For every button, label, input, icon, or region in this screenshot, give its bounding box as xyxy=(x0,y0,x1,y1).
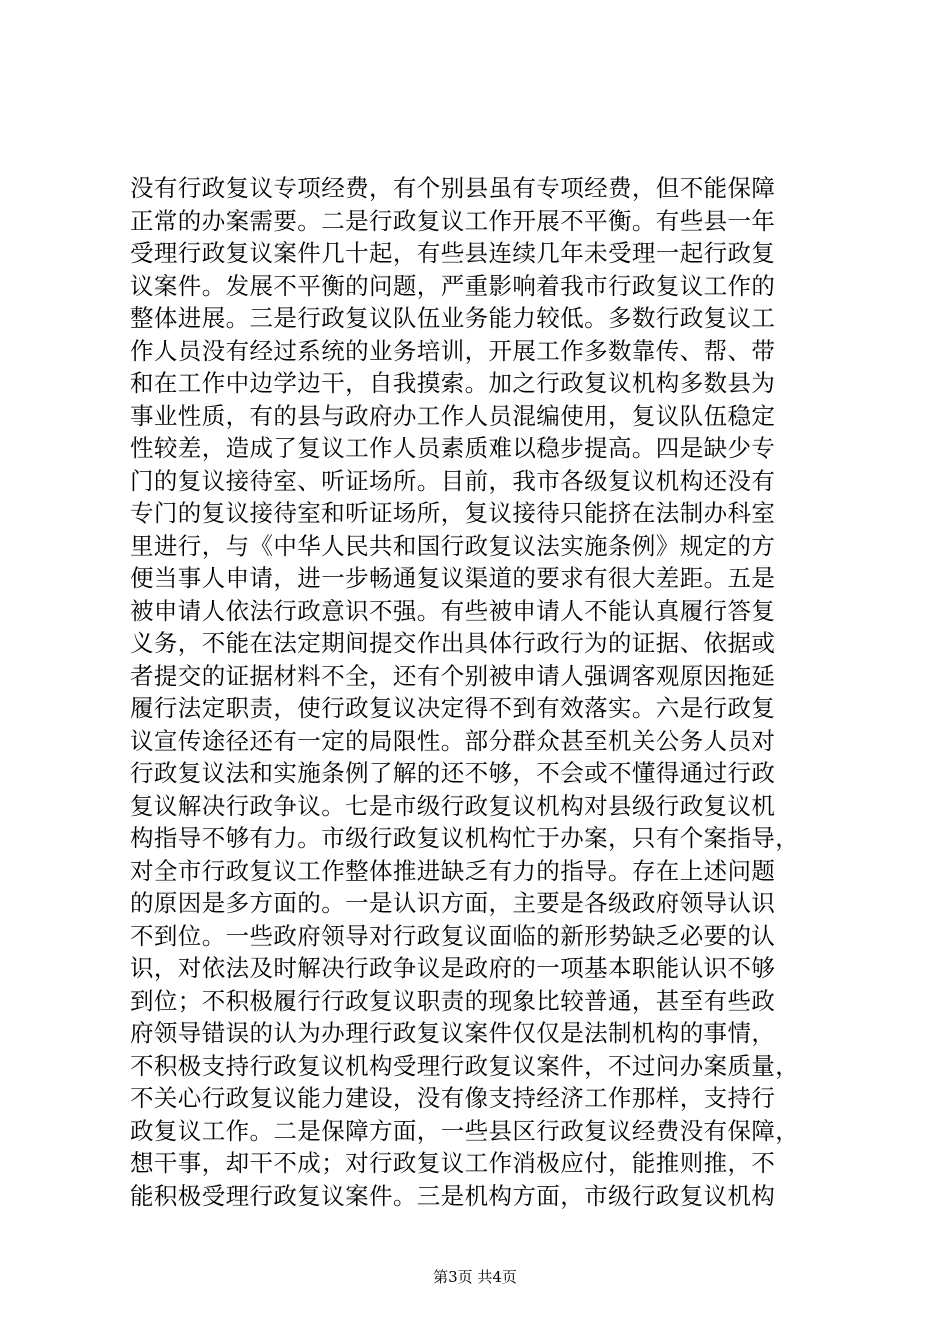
text-line: 便当事人申请，进一步畅通复议渠道的要求有很大差距。五是 xyxy=(130,564,776,592)
text-line: 对全市行政复议工作整体推进缺乏有力的指导。存在上述问题 xyxy=(130,856,776,885)
text-line: 专门的复议接待室和听证场所，复议接待只能挤在法制办科室 xyxy=(130,499,776,527)
text-line: 不积极支持行政复议机构受理行政复议案件，不过问办案质量， xyxy=(130,1051,800,1080)
text-line: 议宣传途径还有一定的局限性。部分群众甚至机关公务人员对 xyxy=(130,726,776,755)
text-line: 门的复议接待室、听证场所。目前，我市各级复议机构还没有 xyxy=(130,466,776,495)
text-line: 想干事，却干不成；对行政复议工作消极应付，能推则推，不 xyxy=(130,1149,776,1177)
text-line: 被申请人依法行政意识不强。有些被申请人不能认真履行答复 xyxy=(130,596,776,625)
text-line: 到位；不积极履行行政复议职责的现象比较普通，甚至有些政 xyxy=(130,986,776,1015)
text-line: 里进行，与《中华人民共和国行政复议法实施条例》规定的方 xyxy=(130,531,776,560)
text-line: 府领导错误的认为办理行政复议案件仅仅是法制机构的事情， xyxy=(130,1019,776,1047)
text-line: 复议解决行政争议。七是市级行政复议机构对县级行政复议机 xyxy=(130,791,776,820)
text-line: 作人员没有经过系统的业务培训，开展工作多数靠传、帮、带 xyxy=(130,336,776,365)
text-line: 和在工作中边学边干，自我摸索。加之行政复议机构多数县为 xyxy=(130,369,776,397)
text-line: 正常的办案需要。二是行政复议工作开展不平衡。有些县一年 xyxy=(130,206,776,235)
text-line: 识，对依法及时解决行政争议是政府的一项基本职能认识不够 xyxy=(130,954,776,982)
text-line: 履行法定职责，使行政复议决定得不到有效落实。六是行政复 xyxy=(130,694,776,722)
text-line: 行政复议法和实施条例了解的还不够，不会或不懂得通过行政 xyxy=(130,759,776,787)
text-line: 能积极受理行政复议案件。三是机构方面，市级行政复议机构 xyxy=(130,1181,776,1210)
text-line: 事业性质，有的县与政府办工作人员混编使用，复议队伍稳定 xyxy=(130,401,776,430)
text-line: 整体进展。三是行政复议队伍业务能力较低。多数行政复议工 xyxy=(130,304,776,332)
text-line: 不到位。一些政府领导对行政复议面临的新形势缺乏必要的认 xyxy=(130,921,776,950)
text-line: 性较差，造成了复议工作人员素质难以稳步提高。四是缺少专 xyxy=(130,434,776,462)
page-number-footer: 第3页 共4页 xyxy=(433,1268,517,1286)
body-text xyxy=(130,172,830,1212)
text-line: 议案件。发展不平衡的问题，严重影响着我市行政复议工作的 xyxy=(130,271,776,300)
text-line: 不关心行政复议能力建设，没有像支持经济工作那样，支持行 xyxy=(130,1084,776,1112)
text-line: 受理行政复议案件几十起，有些县连续几年未受理一起行政复 xyxy=(130,239,776,267)
text-line: 构指导不够有力。市级行政复议机构忙于办案，只有个案指导， xyxy=(130,824,800,852)
text-line: 义务，不能在法定期间提交作出具体行政行为的证据、依据或 xyxy=(130,629,776,657)
text-line: 政复议工作。二是保障方面，一些县区行政复议经费没有保障， xyxy=(130,1116,800,1145)
text-line: 的原因是多方面的。一是认识方面，主要是各级政府领导认识 xyxy=(130,889,776,917)
text-line: 没有行政复议专项经费，有个别县虽有专项经费，但不能保障 xyxy=(130,174,776,202)
text-line: 者提交的证据材料不全，还有个别被申请人强调客观原因拖延 xyxy=(130,661,776,690)
